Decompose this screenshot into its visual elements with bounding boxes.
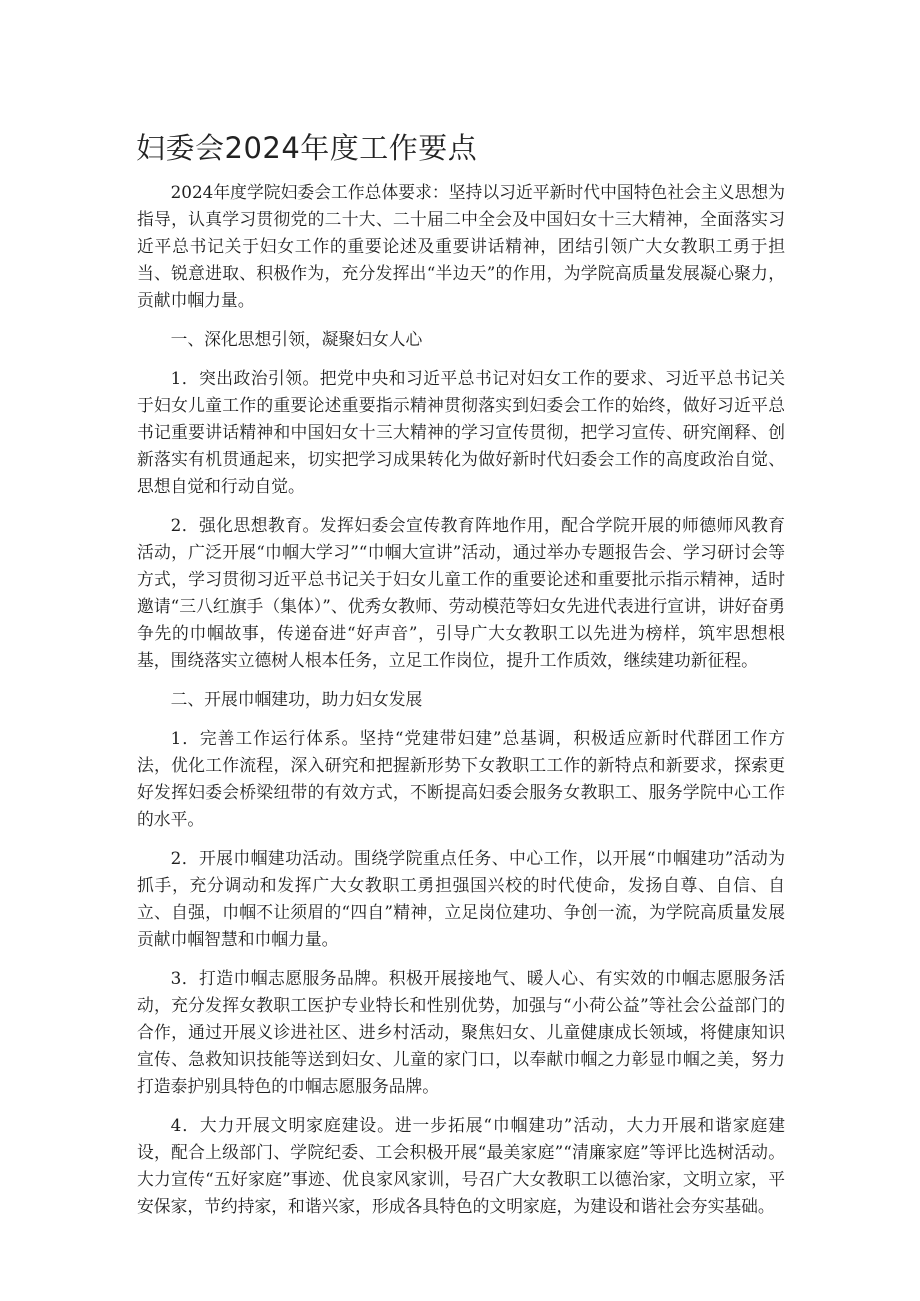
section-2-item-3: 3．打造巾帼志愿服务品牌。积极开展接地气、暖人心、有实效的巾帼志愿服务活动，充分发挥女教职工医护专业特长和性别优势，加强与“小荷公益”等社会公益部门的合作，通过开展义诊进社区、进乡村活动，聚焦妇女、儿童健康成长领域，将健康知识宣传、急救知识技能等送到妇女、儿童的家门口，以奉献巾帼之力彰显巾帼之美，努力打造泰护别具特色的巾帼志愿服务品牌。 bbox=[137, 968, 785, 1096]
intro-paragraph: 2024年度学院妇委会工作总体要求：坚持以习近平新时代中国特色社会主义思想为指导，认真学习贯彻党的二十大、二十届二中全会及中国妇女十三大精神，全面落实习近平总书记关于妇女工作的重要论述及重要讲话精神，团结引领广大女教职工勇于担当、锐意进取、积极作为，充分发挥出“半边天”的作用，为学院高质量发展凝心聚力，贡献巾帼力量。 bbox=[137, 182, 785, 310]
section-heading-1: 一、深化思想引领，凝聚妇女人心 bbox=[170, 329, 423, 349]
document-title: 妇委会2024年度工作要点 bbox=[136, 131, 478, 165]
section-1-item-1: 1．突出政治引领。把党中央和习近平总书记对妇女工作的要求、习近平总书记关于妇女儿童工作的重要论述重要指示精神贯彻落实到妇委会工作的始终，做好习近平总书记重要讲话精神和中国妇女十三大精神的学习宣传贯彻，把学习宣传、研究阐释、创新落实有机贯通起来，切实把学习成果转化为做好新时代妇委会工作的高度政治自觉、思想自觉和行动自觉。 bbox=[137, 368, 785, 496]
document-body bbox=[137, 179, 785, 1232]
section-1-item-2: 2．强化思想教育。发挥妇委会宣传教育阵地作用，配合学院开展的师德师风教育活动，广泛开展“巾帼大学习”“巾帼大宣讲”活动，通过举办专题报告会、学习研讨会等方式，学习贯彻习近平总书记关于妇女儿童工作的重要论述和重要批示指示精神，适时邀请“三八红旗手（集体）”、优秀女教师、劳动模范等妇女先进代表进行宣讲，讲好奋勇争先的巾帼故事，传递奋进“好声音”，引导广大女教职工以先进为榜样，筑牢思想根基，围绕落实立德树人根本任务，立足工作岗位，提升工作质效，继续建功新征程。 bbox=[137, 515, 785, 670]
section-heading-2: 二、开展巾帼建功，助力妇女发展 bbox=[170, 689, 423, 709]
section-2-item-1: 1．完善工作运行体系。坚持“党建带妇建”总基调，积极适应新时代群团工作方法，优化工作流程，深入研究和把握新形势下女教职工工作的新特点和新要求，探索更好发挥妇委会桥梁纽带的有效方式，不断提高妇委会服务女教职工、服务学院中心工作的水平。 bbox=[137, 728, 785, 829]
section-2-item-4: 4．大力开展文明家庭建设。进一步拓展“巾帼建功”活动，大力开展和谐家庭建设，配合上级部门、学院纪委、工会积极开展“最美家庭”“清廉家庭”等评比选树活动。大力宣传“五好家庭”事迹、优良家风家训，号召广大女教职工以德治家，文明立家，平安保家，节约持家，和谐兴家，形成各具特色的文明家庭，为建设和谐社会夯实基础。 bbox=[137, 1115, 785, 1216]
section-2-item-2: 2．开展巾帼建功活动。围绕学院重点任务、中心工作，以开展“巾帼建功”活动为抓手，充分调动和发挥广大女教职工勇担强国兴校的时代使命，发扬自尊、自信、自立、自强，巾帼不让须眉的“四自”精神，立足岗位建功、争创一流，为学院高质量发展贡献巾帼智慧和巾帼力量。 bbox=[137, 848, 785, 949]
